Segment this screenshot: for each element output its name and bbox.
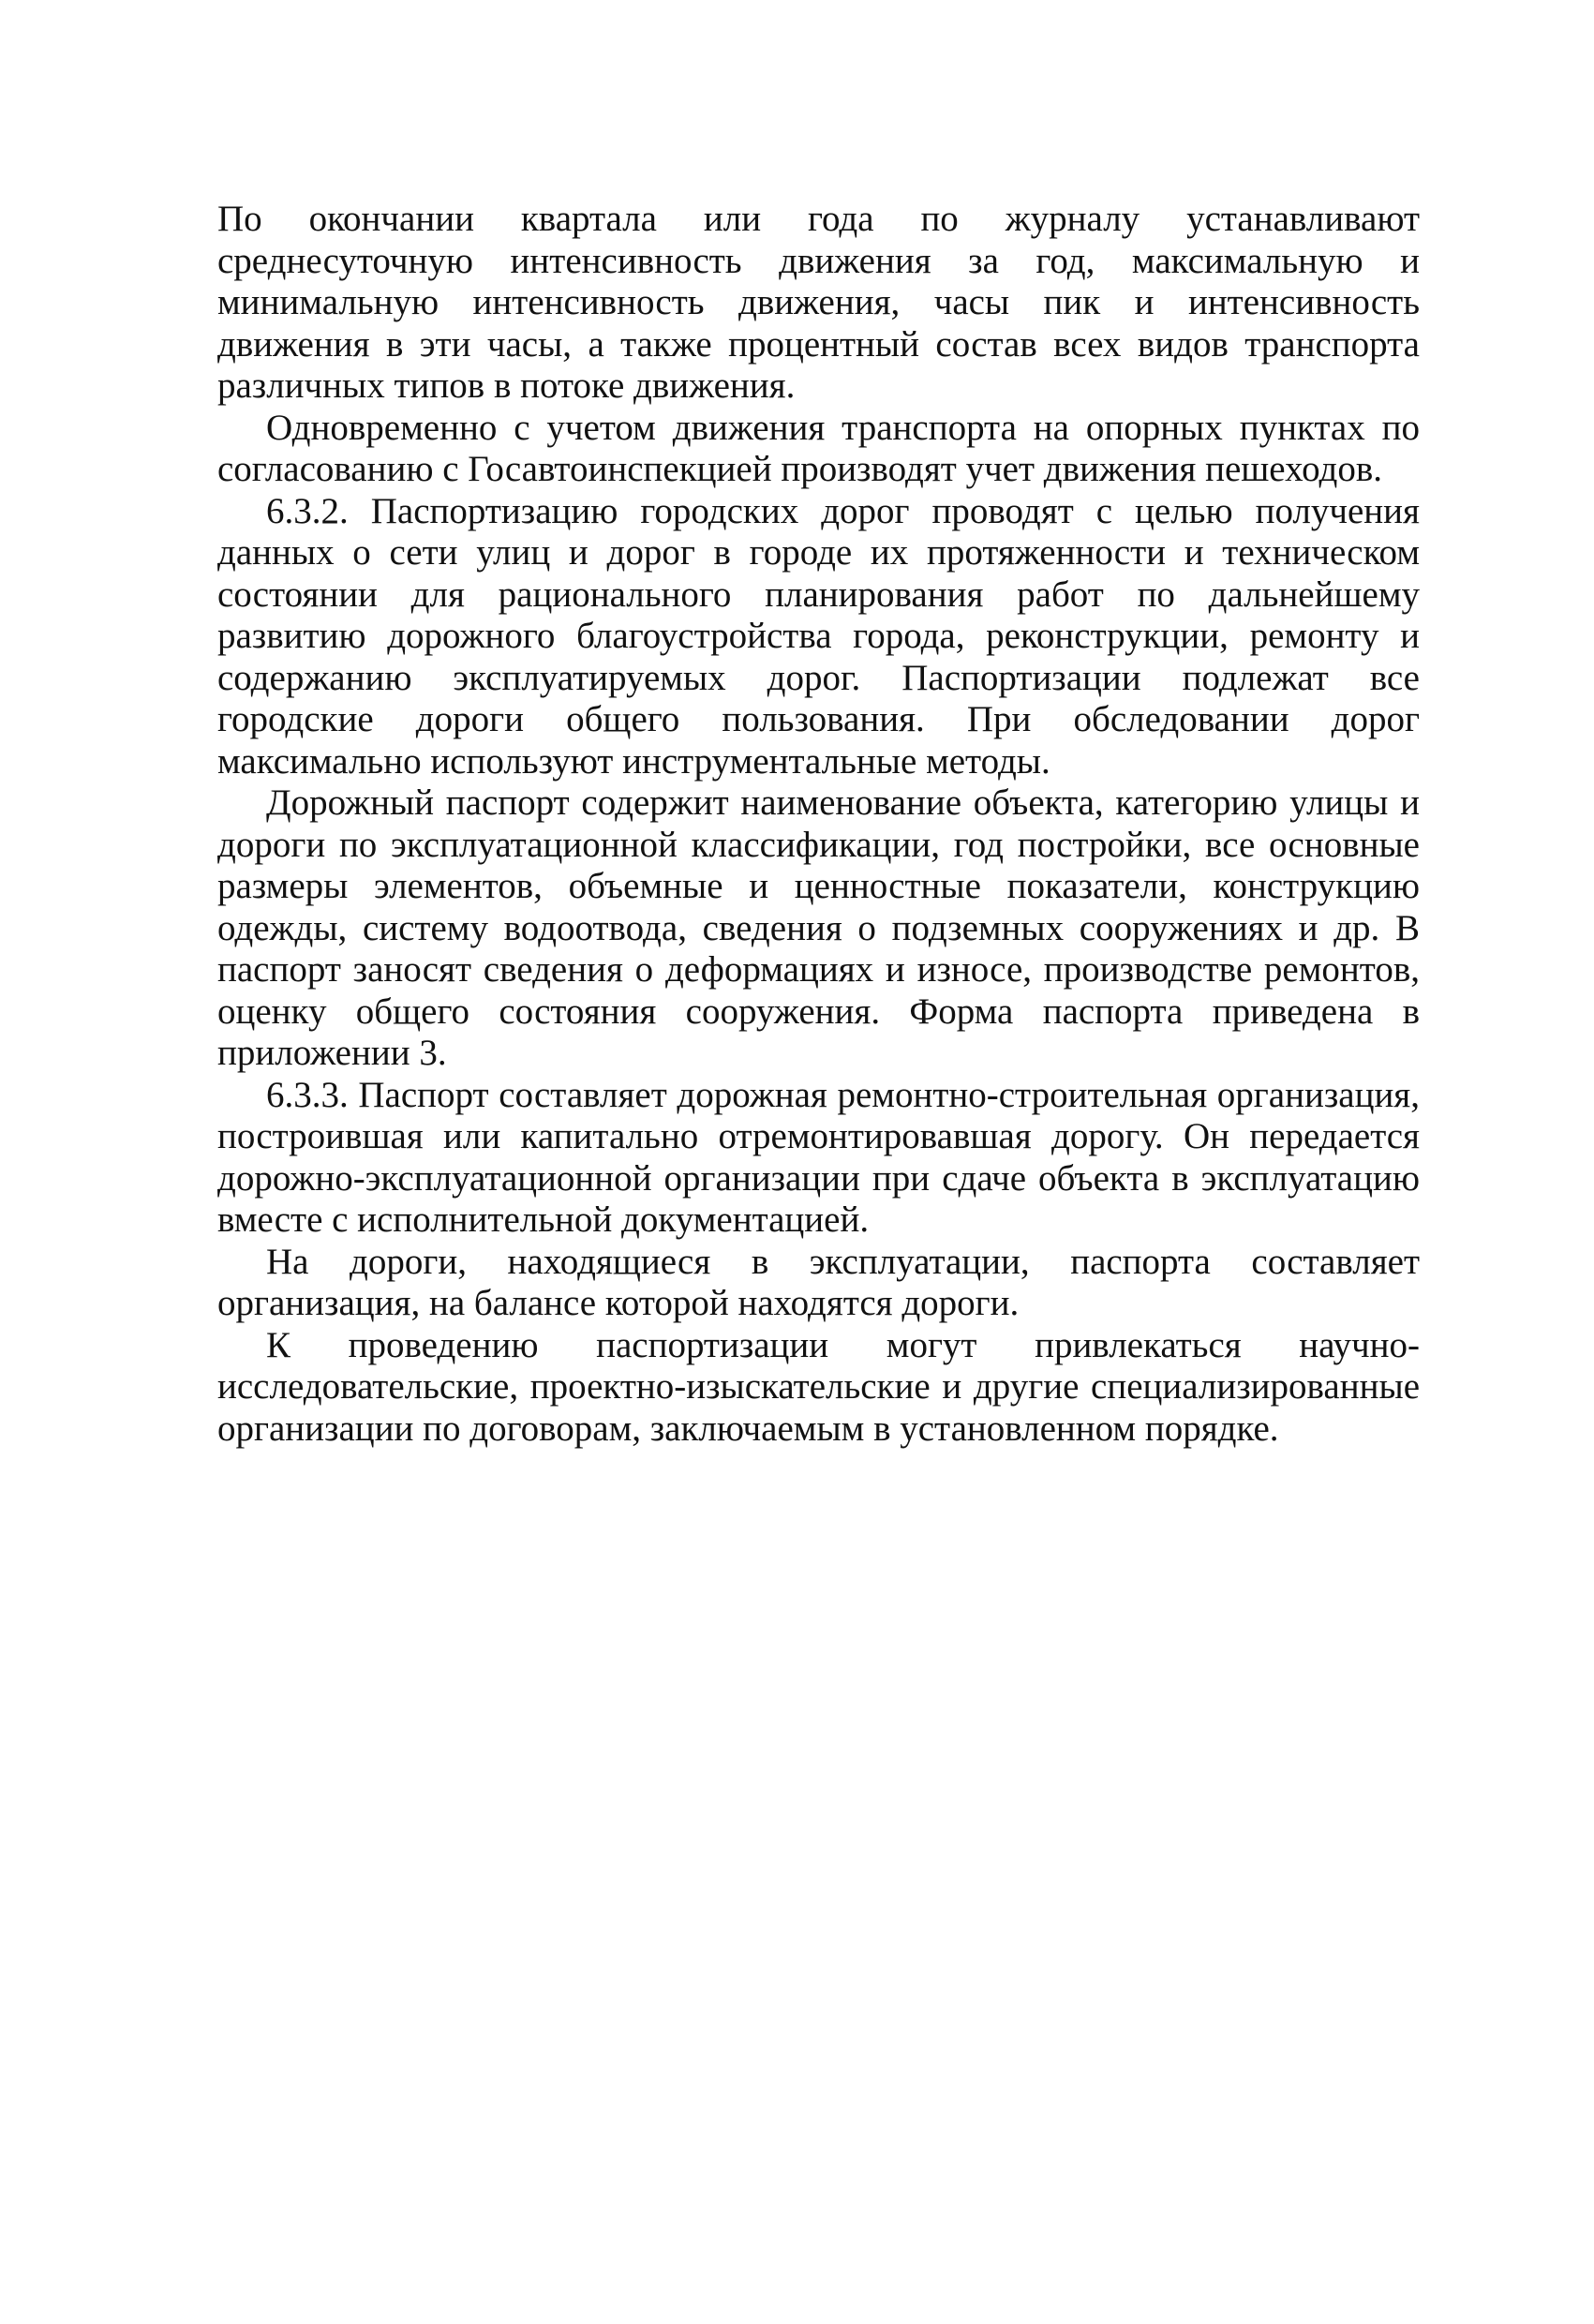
paragraph-section-6-3-3: 6.3.3. Паспорт составляет дорожная ремонтно-строительная организация, построившая или капитально отремонтировавшая дорогу. Он передается дорожно-эксплуатационной организации при сдаче объекта в эксплуатацию вместе с исполнительной документацией.: [217, 1074, 1420, 1240]
paragraph-pedestrian-count: Одновременно с учетом движения транспорта на опорных пунктах по согласованию с Госавтоинспекцией производят учет движения пешеходов.: [217, 407, 1420, 489]
paragraph-operating-roads: На дороги, находящиеся в эксплуатации, паспорта составляет организация, на балансе которой находятся дороги.: [217, 1241, 1420, 1323]
paragraph-traffic-summary: По окончании квартала или года по журналу устанавливают среднесуточную интенсивность движения за год, максимальную и минимальную интенсивность движения, часы пик и интенсивность движения в эти часы, а также процентный состав всех видов транспорта различных типов в потоке движения.: [217, 199, 1420, 406]
paragraph-road-passport-contents: Дорожный паспорт содержит наименование объекта, категорию улицы и дороги по эксплуатационной классификации, год постройки, все основные размеры элементов, объемные и ценностные показатели, конструкцию одежды, систему водоотвода, сведения о подземных сооружениях и др. В паспорт заносят сведения о деформациях и износе, производстве ремонтов, оценку общего состояния сооружения. Форма паспорта приведена в приложении 3.: [217, 782, 1420, 1073]
paragraph-section-6-3-2: 6.3.2. Паспортизацию городских дорог проводят с целью получения данных о сети улиц и дорог в городе их протяженности и техническом состоянии для рационального планирования работ по дальнейшему развитию дорожного благоустройства города, реконструкции, ремонту и содержанию эксплуатируемых дорог. Паспортизации подлежат все городские дороги общего пользования. При обследовании дорог максимально используют инструментальные методы.: [217, 490, 1420, 782]
document-page: [217, 199, 1420, 1450]
paragraph-specialized-organizations: К проведению паспортизации могут привлекаться научно-исследовательские, проектно-изыскательские и другие специализированные организации по договорам, заключаемым в установленном порядке.: [217, 1324, 1420, 1449]
